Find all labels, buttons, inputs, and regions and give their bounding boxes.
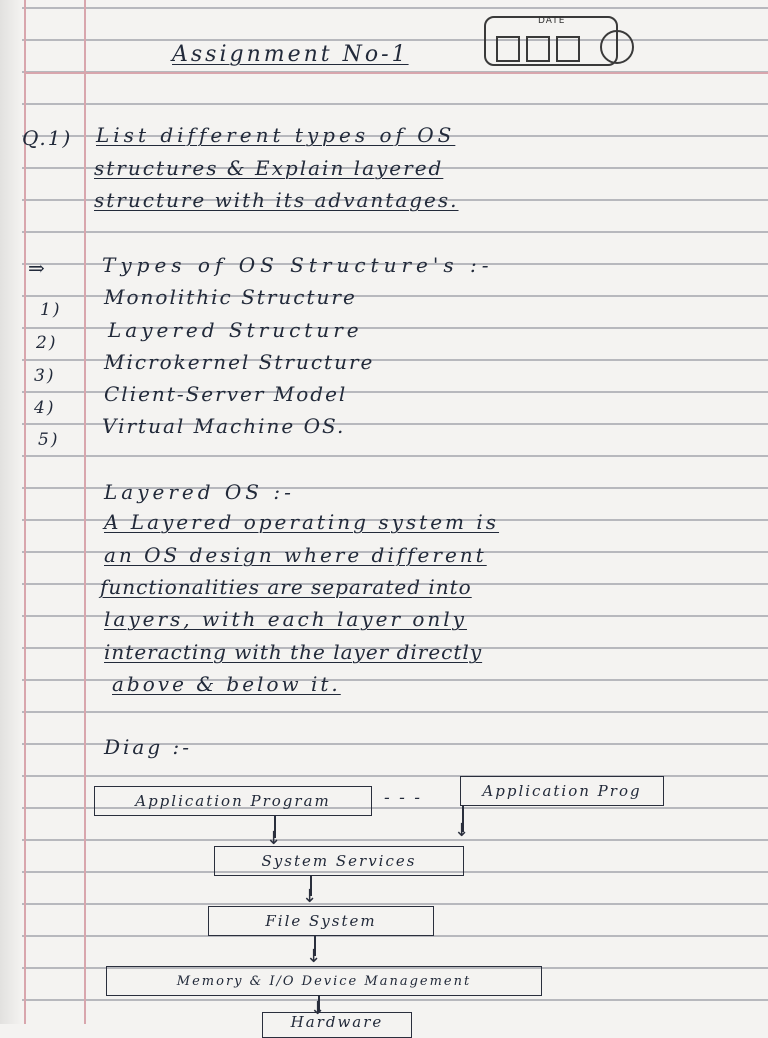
types-heading: Types of OS Structure's :- [102,253,494,277]
layered-text-line: interacting with the layer directly [104,640,483,664]
question-number: Q.1) [22,126,73,150]
layered-text-line: above & below it. [112,672,341,696]
file-system-box [208,906,434,936]
left-margin-line-2 [84,0,86,1024]
layered-text-line: functionalities are separated into [100,575,472,599]
hardware-box [262,1012,412,1038]
list-item: Microkernel Structure [104,350,375,374]
list-item: Monolithic Structure [104,285,357,309]
diagram-label: Diag :- [104,735,193,759]
list-item: Layered Structure [108,318,363,342]
layered-text-line: A Layered operating system is [104,510,500,534]
application-program-box [94,786,372,816]
system-services-label: System Services [261,852,417,870]
application-prog-box [460,776,664,806]
down-arrow-icon: ↓ [454,820,470,841]
application-prog-label: Application Prog [482,782,642,800]
down-arrow-icon: ↓ [266,828,282,849]
list-number: 4) [34,398,56,418]
layered-text-line: an OS design where different [104,543,487,567]
date-cell-year [556,36,580,62]
layered-heading: Layered OS :- [104,480,295,504]
top-margin-line [24,72,768,74]
list-number: 3) [34,366,56,386]
list-number: 1) [40,300,62,320]
file-system-label: File System [265,912,377,930]
down-arrow-icon: ↓ [310,998,326,1019]
left-margin-line [24,0,26,1024]
date-box-circle [600,30,634,64]
answer-marker: ⇒ [28,256,47,280]
page-title: Assignment No-1 [172,42,409,67]
hardware-label: Hardware [290,1013,384,1031]
list-number: 5) [38,430,60,450]
date-label: DATE [538,16,566,26]
down-arrow-icon: ↓ [306,946,322,967]
down-arrow-icon: ↓ [302,886,318,907]
application-program-label: Application Program [135,792,331,810]
question-line: structure with its advantages. [94,188,459,212]
memory-io-box [106,966,542,996]
layered-text-line: layers, with each layer only [104,607,467,631]
date-box [484,16,618,66]
date-cell-day [496,36,520,62]
connector-dashes: - - - [384,788,423,808]
question-line: structures & Explain layered [94,156,444,180]
list-item: Client-Server Model [104,382,348,406]
date-cell-month [526,36,550,62]
system-services-box [214,846,464,876]
memory-io-label: Memory & I/O Device Management [176,973,472,989]
page-binding-edge [0,0,22,1024]
question-line: List different types of OS [96,123,456,147]
list-number: 2) [36,333,58,353]
list-item: Virtual Machine OS. [102,414,346,438]
